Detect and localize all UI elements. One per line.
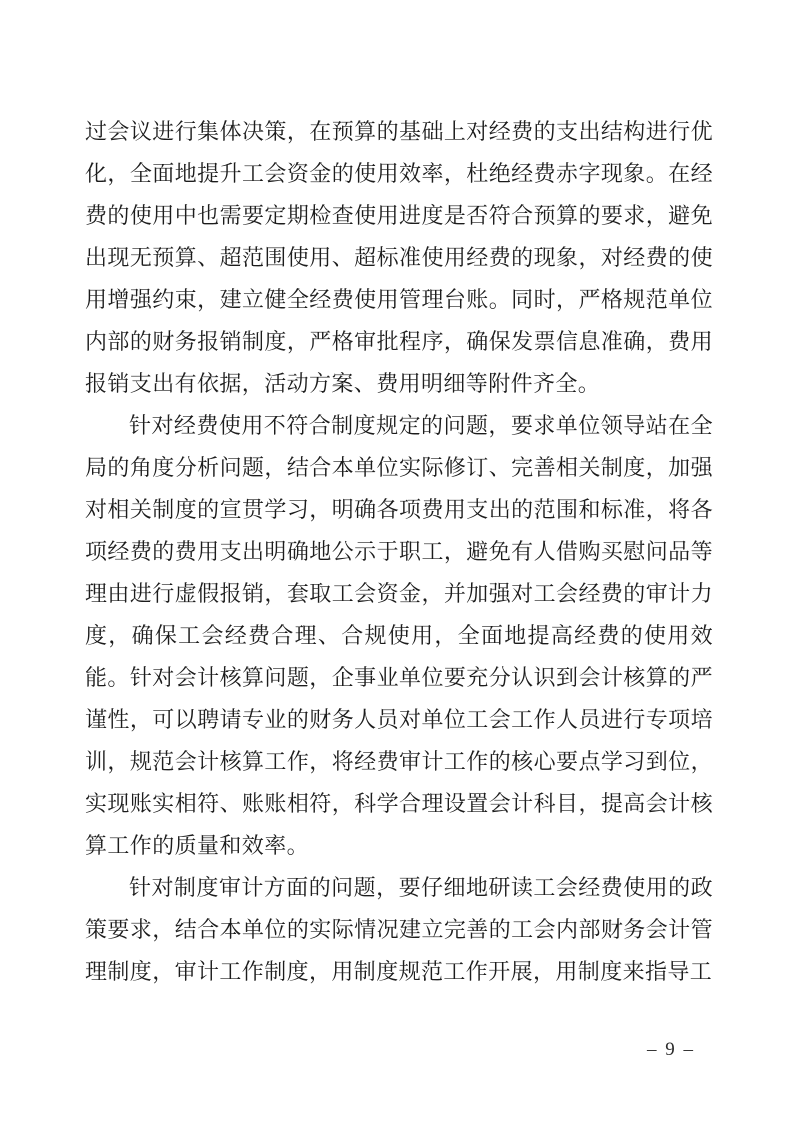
paragraph: 针对经费使用不符合制度规定的问题，要求单位领导站在全局的角度分析问题，结合本单位实际修订、完善相关制度，加强对相关制度的宣贯学习，明确各项费用支出的范围和标准，将各项经费的费用支出明确地公示于职工，避免有人借购买慰问品等理由进行虚假报销，套取工会资金，并加强对工会经费的审计力度，确保工会经费合理、合规使用，全面地提高经费的使用效能。针对会计核算问题，企事业单位要充分认识到会计核算的严谨性，可以聘请专业的财务人员对单位工会工作人员进行专项培训，规范会计核算工作，将经费审计工作的核心要点学习到位，实现账实相符、账账相符，科学合理设置会计科目，提高会计核算工作的质量和效率。	[85, 413, 713, 858]
body-text	[85, 111, 713, 993]
page-number: – 9 –	[647, 1039, 695, 1060]
paragraph-continuation: 过会议进行集体决策，在预算的基础上对经费的支出结构进行优化，全面地提升工会资金的使用效率，杜绝经费赤字现象。在经费的使用中也需要定期检查使用进度是否符合预算的要求，避免出现无预算、超范围使用、超标准使用经费的现象，对经费的使用增强约束，建立健全经费使用管理台账。同时，严格规范单位内部的财务报销制度，严格审批程序，确保发票信息准确，费用报销支出有依据，活动方案、费用明细等附件齐全。	[85, 119, 713, 396]
paragraph: 针对制度审计方面的问题，要仔细地研读工会经费使用的政策要求，结合本单位的实际情况建立完善的工会内部财务会计管理制度，审计工作制度，用制度规范工作开展，用制度来指导工	[85, 875, 713, 984]
